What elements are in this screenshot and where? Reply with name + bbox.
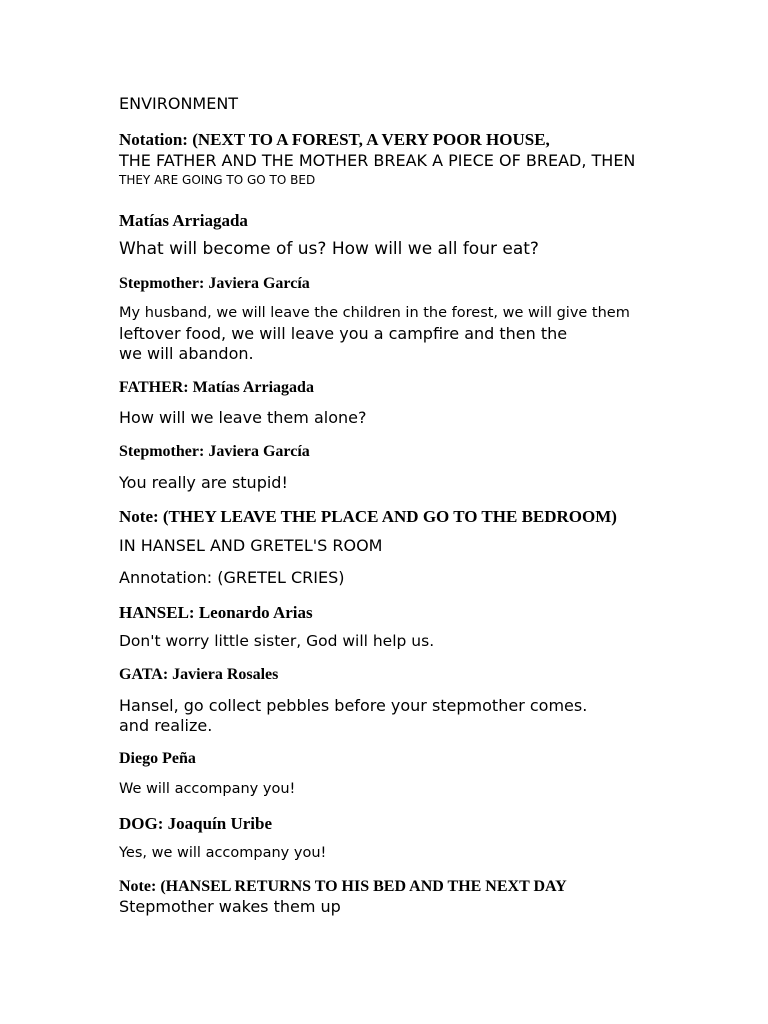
dialogue-line: You really are stupid! <box>119 473 288 492</box>
speaker-name: Matías Arriagada <box>119 211 248 230</box>
dialogue-line: and realize. <box>119 716 213 735</box>
dialogue-line: leftover food, we will leave you a campfire and then the <box>119 324 568 343</box>
environment-heading: ENVIRONMENT <box>119 94 239 113</box>
body-text: THE FATHER AND THE MOTHER BREAK A PIECE OF BREAD, THEN <box>119 151 636 170</box>
dialogue-line: My husband, we will leave the children in the forest, we will give them <box>119 305 630 321</box>
dialogue-line: Hansel, go collect pebbles before your stepmother comes. <box>119 696 588 715</box>
scene-heading: IN HANSEL AND GRETEL'S ROOM <box>119 536 383 555</box>
body-text: Stepmother wakes them up <box>119 897 341 916</box>
speaker-name: GATA: Javiera Rosales <box>119 666 279 683</box>
dialogue-line: Don't worry little sister, God will help us. <box>119 632 435 650</box>
dialogue-line: How will we leave them alone? <box>119 408 367 427</box>
dialogue-line: We will accompany you! <box>119 781 296 797</box>
notation-line: Notation: (NEXT TO A FOREST, A VERY POOR HOUSE, <box>119 130 550 149</box>
speaker-name: Stepmother: Javiera García <box>119 275 310 292</box>
dialogue-line: Yes, we will accompany you! <box>119 845 327 861</box>
speaker-name: Diego Peña <box>119 750 196 767</box>
dialogue-line: we will abandon. <box>119 344 254 363</box>
speaker-name: DOG: Joaquín Uribe <box>119 814 273 833</box>
stage-note: Note: (HANSEL RETURNS TO HIS BED AND THE NEXT DAY <box>119 878 567 895</box>
speaker-name: Stepmother: Javiera García <box>119 443 310 460</box>
stage-note: Note: (THEY LEAVE THE PLACE AND GO TO THE BEDROOM) <box>119 507 617 526</box>
dialogue-line: What will become of us? How will we all four eat? <box>119 239 539 259</box>
speaker-name: HANSEL: Leonardo Arias <box>119 603 313 622</box>
annotation-line: Annotation: (GRETEL CRIES) <box>119 568 345 587</box>
body-text: THEY ARE GOING TO GO TO BED <box>119 173 316 187</box>
speaker-name: FATHER: Matías Arriagada <box>119 379 314 396</box>
